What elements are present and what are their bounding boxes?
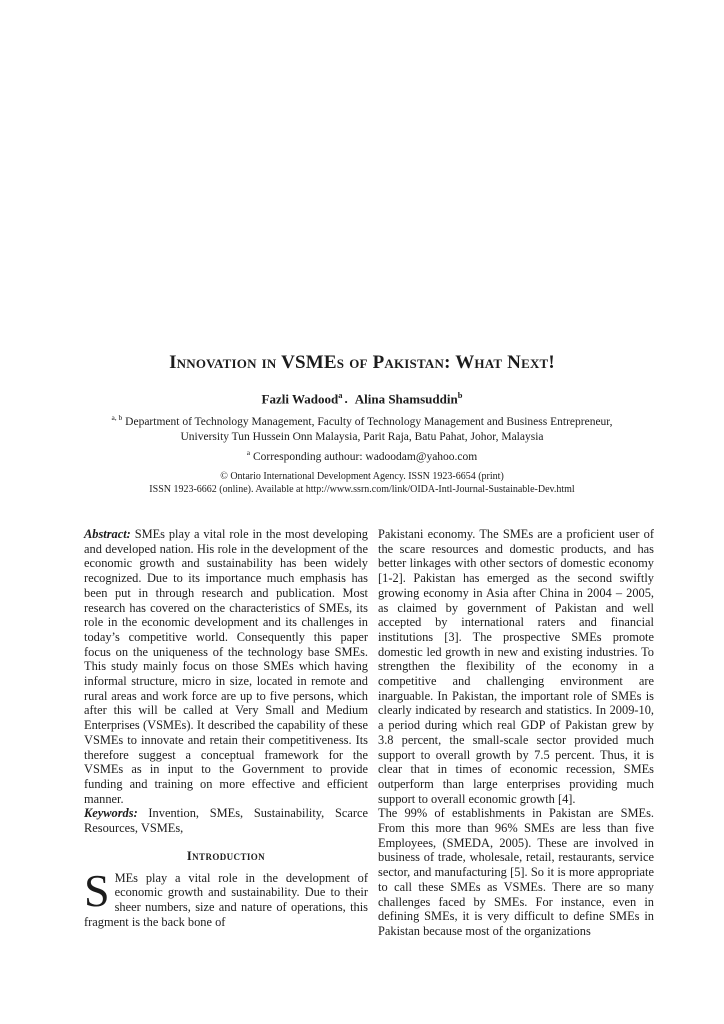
body-paragraph-1: Pakistani economy. The SMEs are a proficient user of the scare resources and domestic products, and has better linkages with other sectors of domestic economy [1-2]. Pakistan has emerged as the second swiftly growing economy in Asia after China in 2004 – 2005, as claimed by government of Pakistan and well accepted by international raters and financial institutions [3]. The prospective SMEs promote domestic led growth in new and existing industries. To strengthen the flexibility of the economy in a competitive and challenging environment are inarguable. In Pakistan, the important role of SMEs is clearly indicated by research and statistics. In 2009-10, a period during which real GDP of Pakistan grew by 3.8 percent, the small-scale sector provided much support to overall growth by 7.5 percent. Thus, it is clear that in times of economic recession, SMEs outperform than large enterprises providing much support to overall economic growth [4]. bbox=[378, 527, 654, 806]
corresponding-author-text: Corresponding authour: wadoodam@yahoo.com bbox=[252, 450, 478, 463]
introduction-heading: Introduction bbox=[186, 848, 266, 863]
left-column bbox=[84, 527, 368, 939]
paper-header bbox=[50, 351, 674, 465]
author-1-superscript: a bbox=[338, 390, 343, 400]
affiliation-superscript: a, b bbox=[111, 413, 123, 423]
affiliation-line-2-text: University Tun Hussein Onn Malaysia, Parit Raja, Batu Pahat, Johor, Malaysia bbox=[180, 431, 544, 444]
keywords-text: Invention, SMEs, Sustainability, Scarce Resources, VSMEs, bbox=[84, 806, 368, 836]
affiliation-block bbox=[50, 410, 674, 465]
dropcap-letter: S bbox=[84, 864, 110, 916]
author-2-name: Alina Shamsuddin bbox=[354, 391, 458, 407]
abstract-label: Abstract: bbox=[84, 527, 131, 541]
affiliation-line-1-text: Department of Technology Management, Faculty of Technology Management and Business Entrepreneur, bbox=[125, 416, 613, 429]
corresponding-author-line bbox=[50, 445, 674, 465]
author-1-name: Fazli Wadood bbox=[261, 391, 339, 407]
affiliation-line-2 bbox=[50, 430, 674, 445]
imprint-issn-online-url: ISSN 1923-6662 (online). Available at http://www.ssrn.com/link/OIDA-Intl-Journal-Sustainable-Dev.html bbox=[149, 483, 575, 495]
introduction-text: MEs play a vital role in the development of economic growth and sustainability. Due to their sheer numbers, size and nature of operations, this fragment is the back bone of bbox=[84, 870, 368, 929]
paper-title: Innovation in VSMEs of Pakistan: What Next! bbox=[169, 352, 555, 373]
abstract-text: SMEs play a vital role in the most developing and developed nation. His role in the development of the economic growth and sustainability has been widely recognized. Due to its importance much emphasis has been put in through research and publication. Most research has covered on the characteristics of SMEs, its role in the economic development and its challenges in today’s competitive world. Consequently this paper focus on the uniqueness of the technology base SMEs. This study mainly focus on those SMEs which having informal structure, micro in size, located in remote and rural areas and work force are up to five persons, which after this will be called at Very Small and Medium Enterprises (VSMEs). It described the capability of these VSMEs to innovate and retain their competitiveness. Its therefore suggest a conceptual framework for the VSMEs as in input to the Government to provide funding and training on more effective and efficient manner. bbox=[84, 527, 368, 806]
authors-line bbox=[50, 387, 674, 407]
body-columns bbox=[84, 527, 654, 939]
imprint-copyright-issn-print: © Ontario International Development Agency. ISSN 1923-6654 (print) bbox=[220, 471, 504, 482]
keywords-label: Keywords: bbox=[84, 806, 138, 821]
right-column bbox=[378, 527, 654, 939]
journal-imprint bbox=[0, 471, 724, 496]
introduction-paragraph bbox=[84, 864, 368, 930]
authors-separator: . bbox=[344, 391, 348, 407]
body-paragraph-2: The 99% of establishments in Pakistan are SMEs. From this more than 96% SMEs are less than five Employees, (SMEDA, 2005). These are involved in business of trade, wholesale, retail, restaurants, service sector, and manufacturing [5]. So it is more appropriate to call these SMEs as VSMEs. There are so many challenges faced by SMEs. For instance, even in defining SMEs, it is very difficult to define SMEs in Pakistan because most of the organizations bbox=[378, 806, 654, 938]
author-2-superscript: b bbox=[457, 390, 463, 400]
corresponding-author-superscript: a bbox=[246, 448, 251, 458]
abstract-paragraph bbox=[84, 527, 368, 806]
affiliation-line-1 bbox=[50, 410, 674, 430]
keywords-paragraph bbox=[84, 806, 368, 835]
